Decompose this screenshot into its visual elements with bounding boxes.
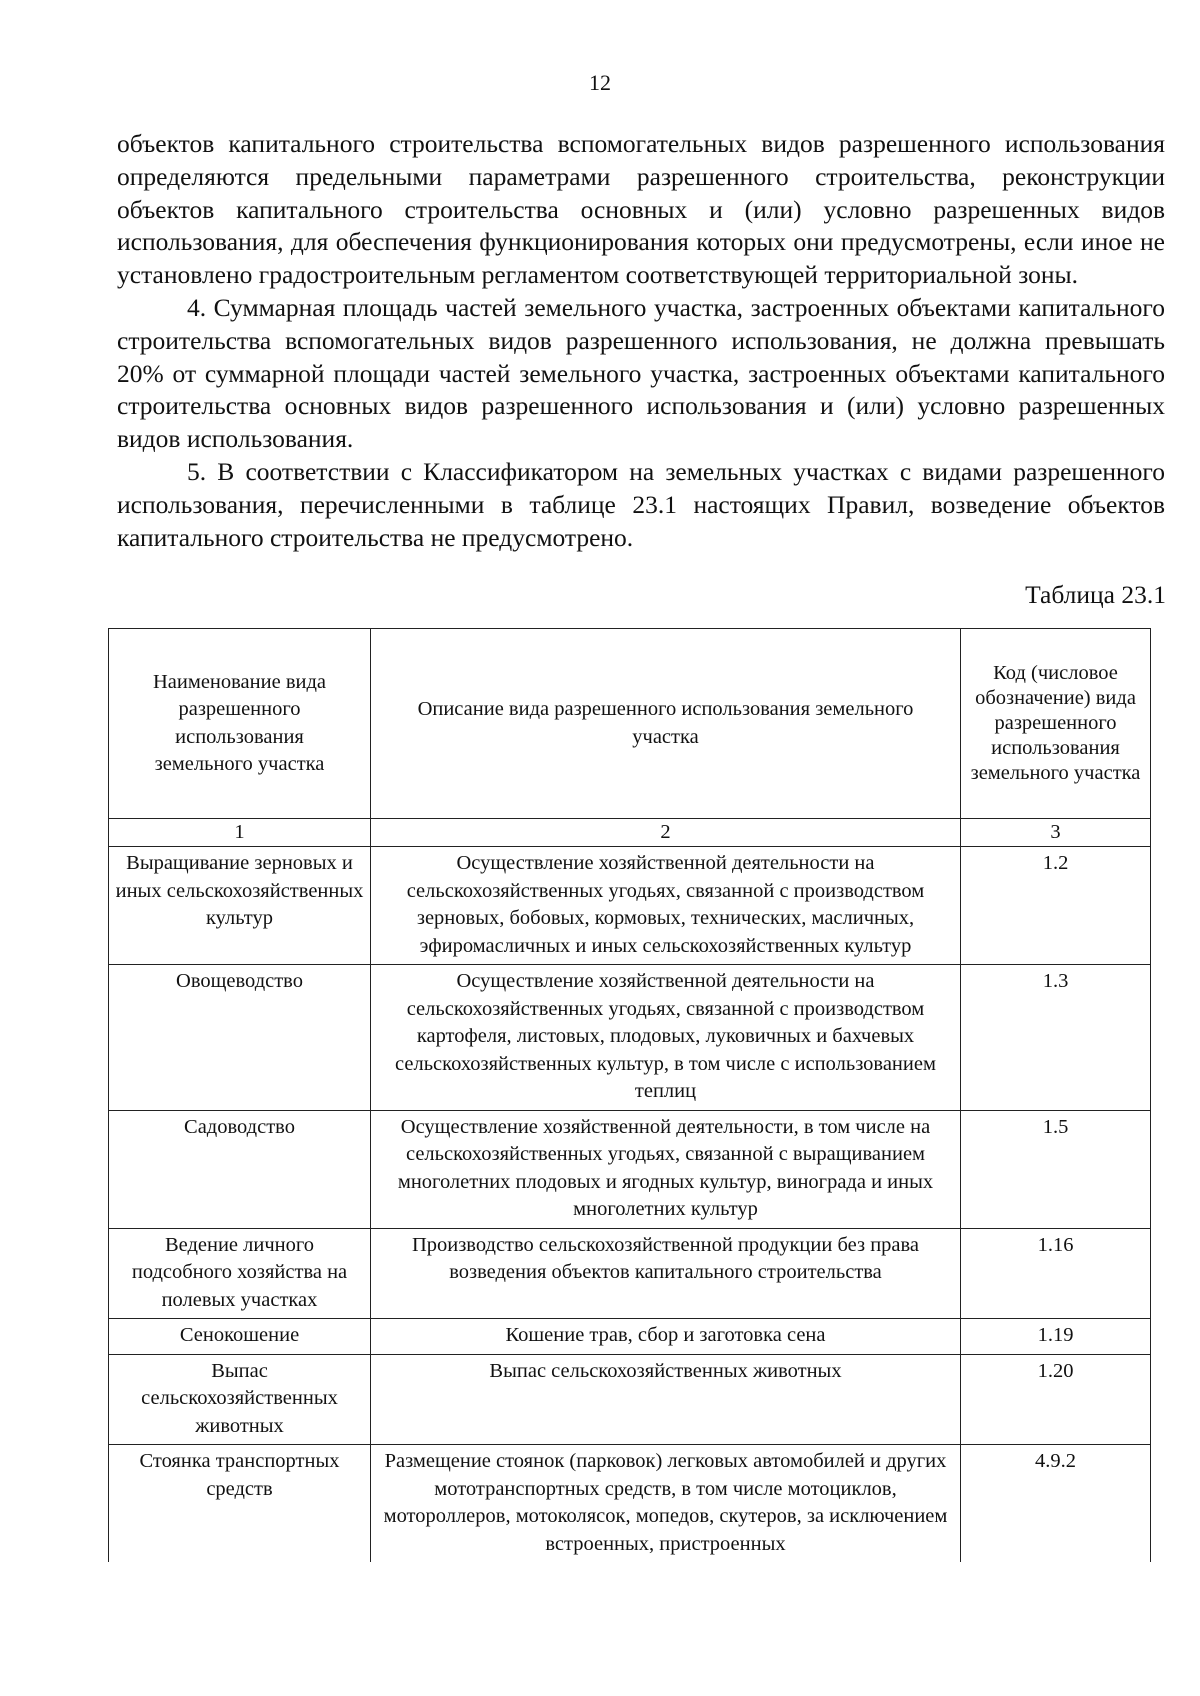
use-name: Выпас сельскохозяйственных животных [109,1354,371,1445]
header-description: Описание вида разрешенного использования земельного участка [371,629,961,819]
use-code: 4.9.2 [961,1445,1151,1563]
use-name: Выращивание зерновых и иных сельскохозяйственных культур [109,847,371,965]
use-code: 1.20 [961,1354,1151,1445]
table-row [109,847,1151,965]
use-code: 1.19 [961,1319,1151,1355]
column-number: 1 [109,819,371,847]
table-row [109,1110,1151,1228]
use-code: 1.5 [961,1110,1151,1228]
paragraph-item-4: 4. Суммарная площадь частей земельного участка, застроенных объектами капитального строительства вспомогательных видов разрешенного использования, не должна превышать 20% от суммарной площади частей земельного участка, застроенных объектами капитального строительства основных видов разрешенного использования и (или) условно разрешенных видов использования. [117,292,1165,454]
use-description: Осуществление хозяйственной деятельности, в том числе на сельскохозяйственных угодьях, связанной с выращиванием многолетних плодовых и ягодных культур, винограда и иных многолетних культур [371,1110,961,1228]
paragraph-continuation: объектов капитального строительства вспомогательных видов разрешенного использования определяются предельными параметрами разрешенного строительства, реконструкции объектов капитального строительства основных и (или) условно разрешенных видов использования, для обеспечения функционирования которых они предусмотрены, если иное не установлено градостроительным регламентом соответствующей территориальной зоны. [117,129,1165,290]
column-number: 2 [371,819,961,847]
use-name: Сенокошение [109,1319,371,1355]
table-row [109,1354,1151,1445]
use-description: Выпас сельскохозяйственных животных [371,1354,961,1445]
header-name: Наименование вида разрешенного использования земельного участка [109,629,371,819]
paragraph-item-5: 5. В соответствии с Классификатором на земельных участках с видами разрешенного использования, перечисленными в таблице 23.1 настоящих Правил, возведение объектов капитального строительства не предусмотрено. [117,456,1165,552]
use-code: 1.3 [961,965,1151,1111]
column-number-row [109,819,1151,847]
permitted-use-table [108,628,1151,1562]
header-code: Код (числовое обозначение) вида разрешенного использования земельного участка [961,629,1151,819]
use-description: Кошение трав, сбор и заготовка сена [371,1319,961,1355]
use-code: 1.16 [961,1228,1151,1319]
table-caption: Таблица 23.1 [1025,580,1166,609]
column-number: 3 [961,819,1151,847]
table-row [109,965,1151,1111]
use-name: Стоянка транспортных средств [109,1445,371,1563]
use-name: Садоводство [109,1110,371,1228]
use-description: Осуществление хозяйственной деятельности на сельскохозяйственных угодьях, связанной с производством картофеля, листовых, плодовых, луковичных и бахчевых сельскохозяйственных культур, в том числе с использованием теплиц [371,965,961,1111]
use-name: Овощеводство [109,965,371,1111]
use-code: 1.2 [961,847,1151,965]
use-name: Ведение личного подсобного хозяйства на полевых участках [109,1228,371,1319]
table-row [109,1228,1151,1319]
table-row [109,1319,1151,1355]
table-row [109,1445,1151,1563]
table-header-row [109,629,1151,819]
page-number: 12 [589,70,611,95]
body-text [117,128,1165,554]
use-description: Осуществление хозяйственной деятельности на сельскохозяйственных угодьях, связанной с производством зерновых, бобовых, кормовых, технических, масличных, эфиромасличных и иных сельскохозяйственных культур [371,847,961,965]
use-description: Размещение стоянок (парковок) легковых автомобилей и других мототранспортных средств, в том числе мотоциклов, мотороллеров, мотоколясок, мопедов, скутеров, за исключением встроенных, пристроенных [371,1445,961,1563]
use-description: Производство сельскохозяйственной продукции без права возведения объектов капитального строительства [371,1228,961,1319]
